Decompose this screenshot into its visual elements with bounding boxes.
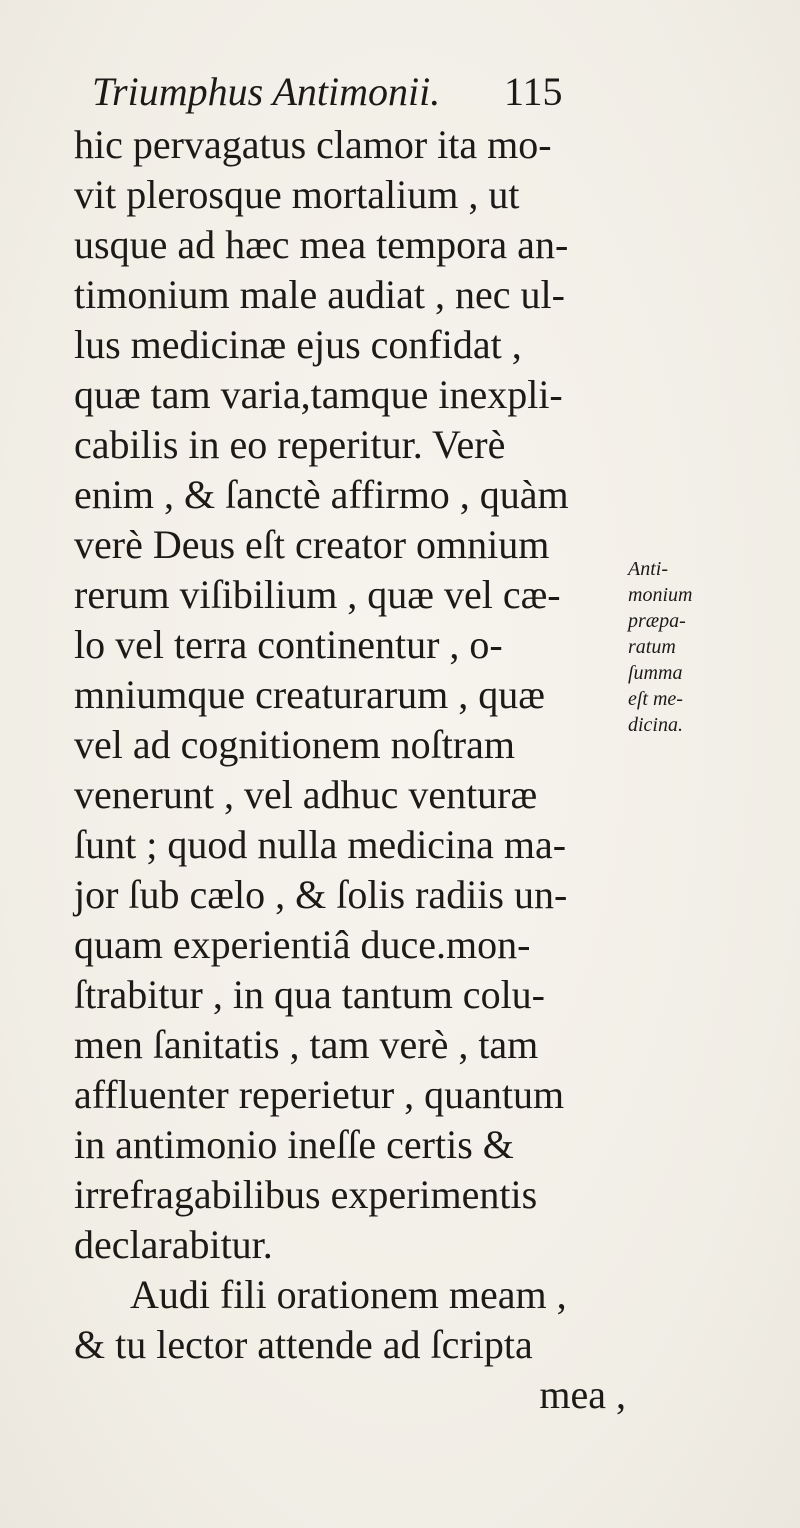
text-line: ſunt ; quod nulla medicina ma- [74, 822, 567, 867]
text-line: ſtrabitur , in qua tantum colu- [74, 972, 545, 1017]
margin-note-line: eſt me- [628, 688, 683, 710]
text-line: quæ tam varia,tamque inexpli- [74, 372, 563, 417]
text-line: men ſanitatis , tam verè , tam [74, 1022, 539, 1067]
margin-note-line: ſumma [628, 662, 683, 684]
text-line: lo vel terra continentur , o- [74, 622, 503, 667]
text-line: usque ad hæc mea tempora an- [74, 222, 569, 267]
text-line: venerunt , vel adhuc venturæ [74, 772, 538, 817]
text-line: enim , & ſanctè affirmo , quàm [74, 472, 569, 517]
page-number: 115 [504, 69, 563, 114]
text-line: timonium male audiat , nec ul- [74, 272, 565, 317]
margin-note-line: dicina. [628, 714, 683, 736]
text-line: verè Deus eſt creator omnium [74, 522, 550, 567]
text-line: jor ſub cælo , & ſolis radiis un- [74, 872, 568, 917]
text-line: mniumque creaturarum , quæ [74, 672, 545, 717]
margin-note-line: ratum [628, 636, 676, 658]
text-line: Audi fili orationem meam , [130, 1272, 567, 1317]
text-line: in antimonio ineſſe certis & [74, 1122, 514, 1167]
text-line: cabilis in eo reperitur. Verè [74, 422, 506, 467]
margin-note-line: præpa- [628, 610, 686, 632]
margin-note-line: monium [628, 584, 693, 606]
text-line: vit plerosque mortalium , ut [74, 172, 520, 217]
margin-note-line: Anti- [628, 558, 668, 580]
text-line: lus medicinæ ejus confidat , [74, 322, 522, 367]
text-line: vel ad cognitionem noſtram [74, 722, 515, 767]
text-line: hic pervagatus clamor ita mo- [74, 122, 552, 167]
running-head [92, 66, 612, 118]
running-title: Triumphus Antimonii. [92, 69, 441, 114]
text-line: rerum viſibilium , quæ vel cæ- [74, 572, 561, 617]
text-line: affluenter reperietur , quantum [74, 1072, 565, 1117]
text-line: & tu lector attende ad ſcripta [74, 1322, 533, 1367]
text-line: declarabitur. [74, 1222, 273, 1267]
text-line: quam experientiâ duce.mon- [74, 922, 531, 967]
text-line: mea , [539, 1372, 626, 1417]
text-line: irrefragabilibus experimentis [74, 1172, 538, 1217]
